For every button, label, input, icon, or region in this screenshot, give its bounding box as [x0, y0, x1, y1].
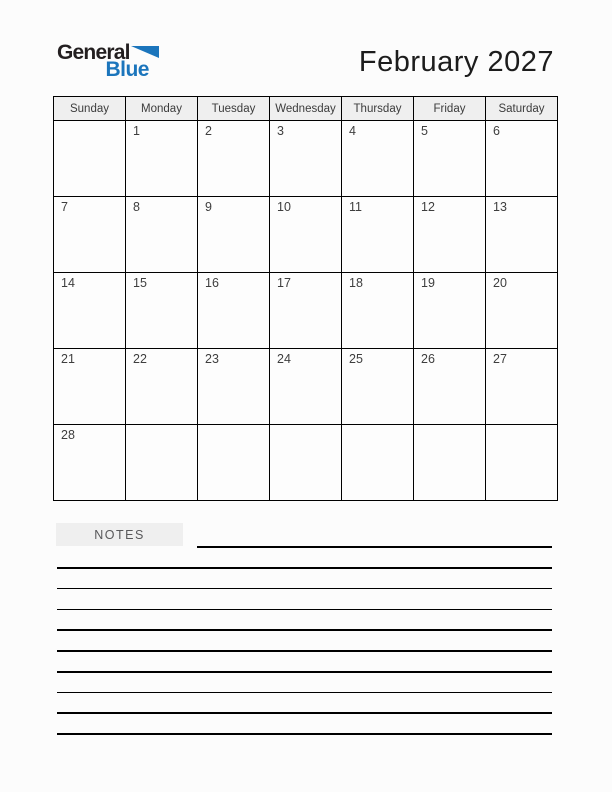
date-cell: [270, 425, 342, 501]
date-cell: 21: [54, 349, 126, 425]
date-cell: 25: [342, 349, 414, 425]
date-cell: 22: [126, 349, 198, 425]
notes-ruled-line: [57, 650, 552, 652]
notes-ruled-line: [57, 629, 552, 631]
day-header-friday: Friday: [414, 97, 486, 121]
month-title: February 2027: [358, 46, 554, 78]
date-cell: 10: [270, 197, 342, 273]
date-cell: [342, 425, 414, 501]
notes-ruled-line: [57, 733, 552, 735]
date-cell: 19: [414, 273, 486, 349]
calendar-week-row: [54, 273, 558, 349]
notes-ruled-lines: [57, 567, 552, 754]
date-cell: 14: [54, 273, 126, 349]
date-cell: 23: [198, 349, 270, 425]
date-cell: 15: [126, 273, 198, 349]
day-header-sunday: Sunday: [54, 97, 126, 121]
day-header-thursday: Thursday: [342, 97, 414, 121]
day-header-row: [54, 97, 558, 121]
date-cell: [198, 425, 270, 501]
notes-ruled-line: [57, 712, 552, 714]
date-cell: 12: [414, 197, 486, 273]
general-blue-logo: [57, 42, 149, 80]
day-header-wednesday: Wednesday: [270, 97, 342, 121]
date-cell: 17: [270, 273, 342, 349]
date-cell: 20: [486, 273, 558, 349]
date-cell: 28: [54, 425, 126, 501]
date-cell: 11: [342, 197, 414, 273]
date-cell: 1: [126, 121, 198, 197]
notes-label: NOTES: [94, 527, 145, 542]
date-cell: 18: [342, 273, 414, 349]
notes-ruled-line: [57, 588, 552, 590]
day-header-saturday: Saturday: [486, 97, 558, 121]
date-cell: [414, 425, 486, 501]
date-cell: 16: [198, 273, 270, 349]
date-cell: 24: [270, 349, 342, 425]
date-cell: 27: [486, 349, 558, 425]
date-cell: [54, 121, 126, 197]
logo-text-general: General: [57, 41, 130, 64]
day-header-tuesday: Tuesday: [198, 97, 270, 121]
calendar-grid: [53, 96, 558, 501]
date-cell: 8: [126, 197, 198, 273]
date-cell: 4: [342, 121, 414, 197]
notes-ruled-line: [57, 692, 552, 694]
date-cell: 26: [414, 349, 486, 425]
date-cell: 6: [486, 121, 558, 197]
date-cell: [486, 425, 558, 501]
calendar-week-row: [54, 349, 558, 425]
notes-ruled-line: [197, 546, 552, 548]
date-cell: 5: [414, 121, 486, 197]
calendar-week-row: [54, 121, 558, 197]
notes-ruled-line: [57, 609, 552, 611]
date-cell: [126, 425, 198, 501]
date-cell: 9: [198, 197, 270, 273]
notes-label-box: [56, 523, 183, 546]
calendar-week-row: [54, 197, 558, 273]
logo-text-blue: Blue: [105, 58, 149, 81]
calendar-week-row: [54, 425, 558, 501]
date-cell: 3: [270, 121, 342, 197]
date-cell: 2: [198, 121, 270, 197]
date-cell: 7: [54, 197, 126, 273]
notes-ruled-line: [57, 567, 552, 569]
date-cell: 13: [486, 197, 558, 273]
notes-ruled-line: [57, 671, 552, 673]
day-header-monday: Monday: [126, 97, 198, 121]
